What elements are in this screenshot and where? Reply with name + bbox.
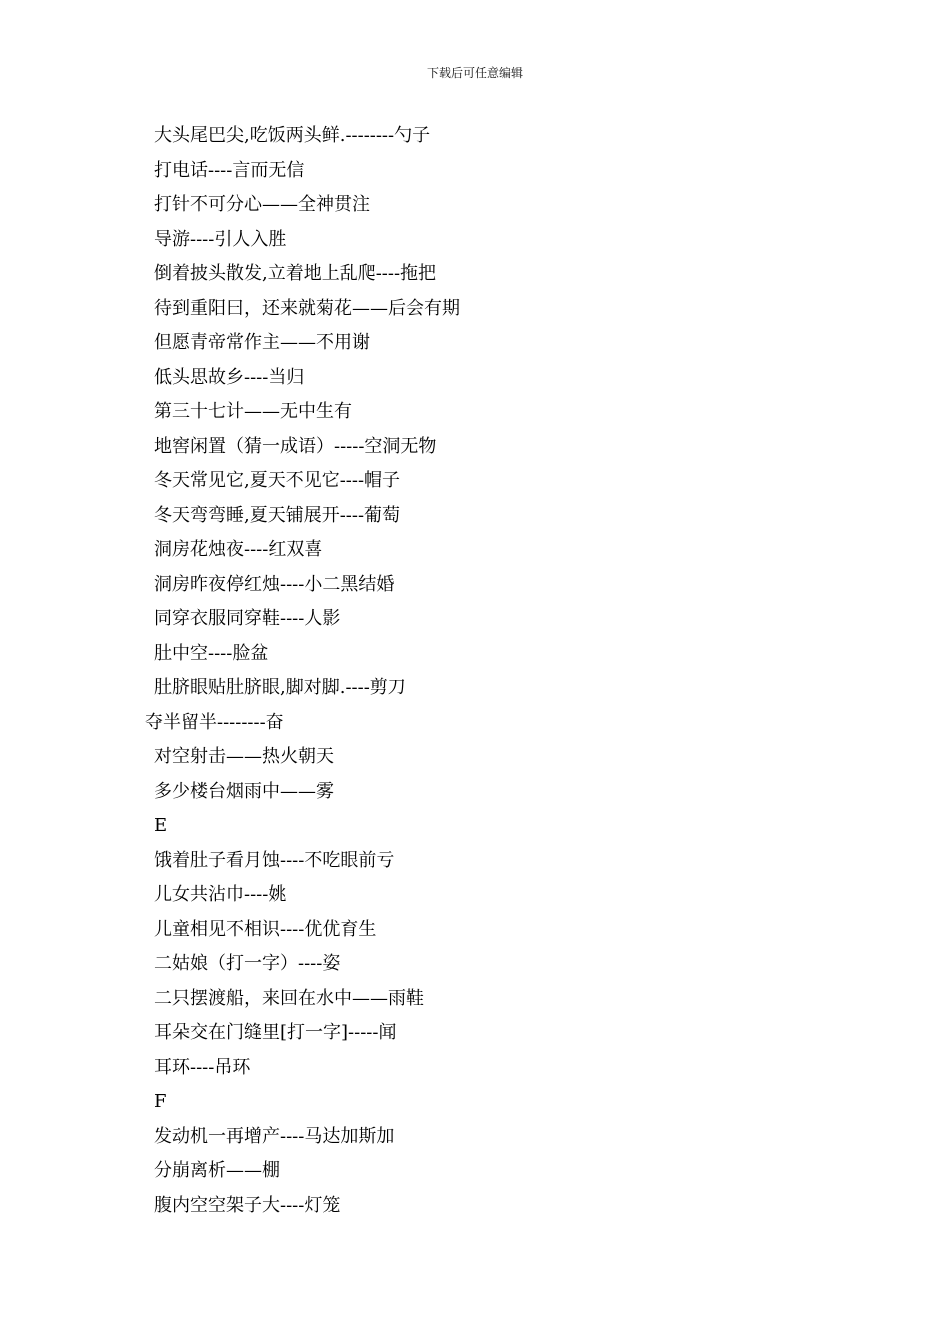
list-item: 耳环----吊环 xyxy=(154,1056,251,1078)
list-item: 二只摆渡船，来回在水中——雨鞋 xyxy=(154,987,424,1009)
list-item: 但愿青帝常作主——不用谢 xyxy=(154,332,370,353)
section-letter-f: F xyxy=(154,1091,167,1112)
list-item: 多少楼台烟雨中——雾 xyxy=(154,780,334,802)
list-item: 打针不可分心——全神贯注 xyxy=(154,194,370,215)
list-item: 冬天弯弯睡,夏天铺展开----葡萄 xyxy=(154,504,401,526)
list-item: 洞房花烛夜----红双喜 xyxy=(154,539,323,560)
list-item: 打电话----言而无信 xyxy=(154,159,305,181)
section-letter-e: E xyxy=(154,815,168,836)
list-item: 分崩离析——棚 xyxy=(154,1160,280,1181)
list-item: 倒着披头散发,立着地上乱爬----拖把 xyxy=(154,263,437,284)
list-item: 第三十七计——无中生有 xyxy=(154,401,352,422)
list-item: 洞房昨夜停红烛----小二黑结婚 xyxy=(154,573,395,595)
list-item: 儿童相见不相识----优优育生 xyxy=(154,918,377,940)
list-item: 大头尾巴尖,吃饭两头鲜.--------勺子 xyxy=(154,125,431,146)
list-item: 同穿衣服同穿鞋----人影 xyxy=(154,608,341,629)
riddle-list xyxy=(0,119,950,1223)
list-item: 低头思故乡----当归 xyxy=(154,366,305,388)
list-item: 发动机一再增产----马达加斯加 xyxy=(154,1125,395,1147)
list-item: 待到重阳曰，还来就菊花——后会有期 xyxy=(154,297,460,319)
list-item: 夺半留半--------奋 xyxy=(145,711,284,733)
list-item: 肚脐眼贴肚脐眼,脚对脚.----剪刀 xyxy=(154,677,406,698)
list-item: 耳朵交在门缝里[打一字]-----闻 xyxy=(154,1022,397,1043)
list-item: 腹内空空架子大----灯笼 xyxy=(154,1194,341,1216)
list-item: 儿女共沾巾----姚 xyxy=(154,884,287,905)
list-item: 二姑娘（打一字）----姿 xyxy=(154,953,341,974)
list-item: 肚中空----脸盆 xyxy=(154,642,269,664)
list-item: 饿着肚子看月蚀----不吃眼前亏 xyxy=(154,849,395,871)
list-item: 冬天常见它,夏天不见它----帽子 xyxy=(154,470,401,491)
page-header: 下载后可任意编辑 xyxy=(426,66,523,80)
list-item: 导游----引人入胜 xyxy=(154,228,287,250)
list-item: 对空射击——热火朝天 xyxy=(154,746,334,767)
list-item: 地窖闲置（猜一成语）-----空洞无物 xyxy=(154,435,437,457)
